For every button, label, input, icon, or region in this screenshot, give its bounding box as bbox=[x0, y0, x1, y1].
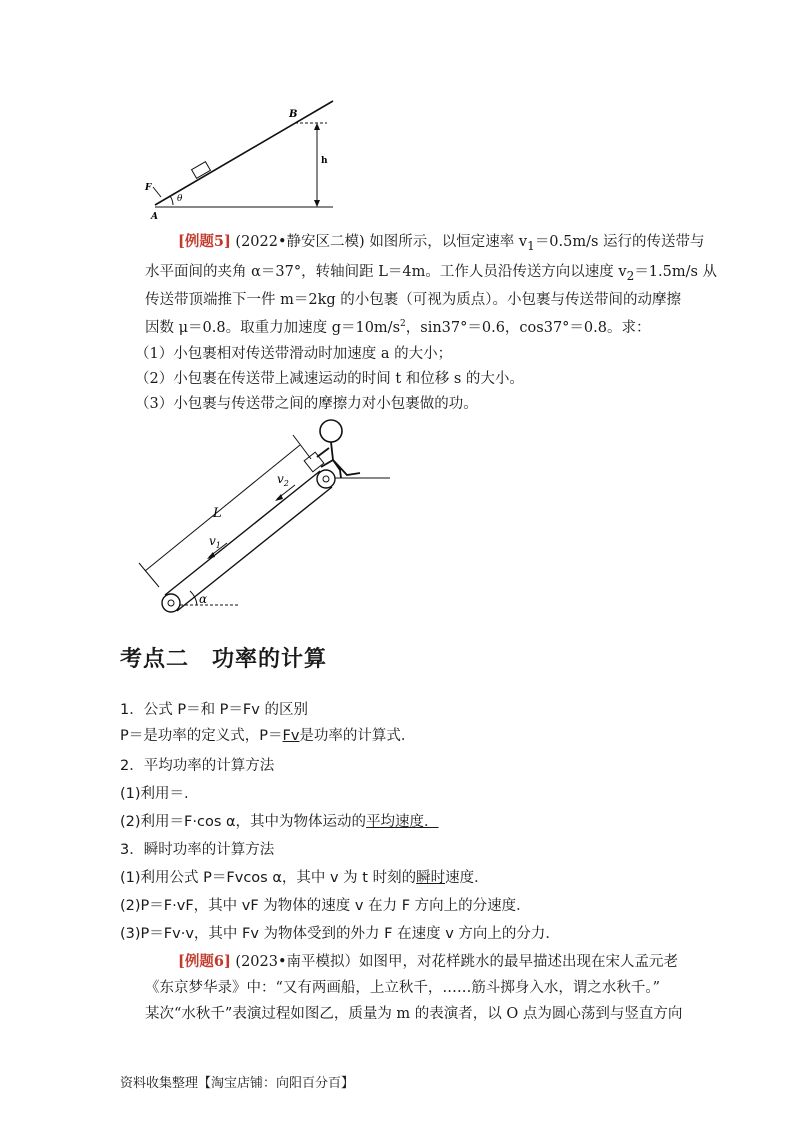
item2-b: (2)利用＝F·cos α，其中为物体运动的平均速度． bbox=[120, 814, 439, 830]
example5-line2: 水平面间的夹角 α＝37°，转轴间距 L＝4m。工作人员沿传送方向以速度 $v_2=1.5m/s$ 从 bbox=[145, 264, 718, 283]
example5-line3: 传送带顶端推下一件 m＝2kg 的小包裹（可视为质点）。小包裹与传送带间的动摩擦 bbox=[145, 292, 682, 308]
block bbox=[192, 162, 211, 179]
label-v1: $v_1$ bbox=[209, 534, 221, 550]
example5-line1: [例题5] (2022•静安区二模) 如图所示，以恒定速率 $v_1=0.5m/s$ 运行的传送带与 bbox=[178, 233, 705, 253]
item3-title: 3．瞬时功率的计算方法 bbox=[120, 842, 275, 858]
roller-bottom-axle bbox=[168, 600, 174, 606]
example5-tag: [例题5] bbox=[178, 233, 231, 250]
figure-conveyor bbox=[135, 415, 395, 620]
item3-b: (2)P＝F·vF，其中 vF 为物体的速度 v 在力 F 方向上的分速度． bbox=[120, 898, 531, 914]
item2-a: (1)利用＝. bbox=[120, 786, 189, 802]
item3-a: (1)利用公式 P＝Fvcos α，其中 v 为 t 时刻的瞬时速度． bbox=[120, 870, 489, 886]
example6-line1: [例题6] (2023•南平模拟）如图甲，对花样跳水的最早描述出现在宋人孟元老 bbox=[178, 953, 679, 970]
height-arrow-head-top bbox=[314, 123, 320, 130]
force-arrow bbox=[153, 187, 161, 197]
example6-line2: 《东京梦华录》中：“又有两画船，上立秋千，……筋斗掷身入水，谓之水秋千。” bbox=[145, 980, 661, 996]
example5-line4: 因数 μ＝0.8。取重力加速度 $g=10m/s^2$，sin37°＝0.6，cos37°＝0.8。求： bbox=[145, 319, 651, 336]
incline-surface bbox=[155, 101, 333, 205]
dim-line-L bbox=[145, 445, 300, 571]
item2-title: 2．平均功率的计算方法 bbox=[120, 758, 275, 774]
label-B: B bbox=[289, 109, 298, 120]
label-A: A bbox=[151, 212, 158, 220]
label-L: L bbox=[213, 506, 222, 521]
roller-top-axle bbox=[323, 476, 329, 482]
label-theta: θ bbox=[177, 194, 183, 204]
example5-q3: （3）小包裹与传送带之间的摩擦力对小包裹做的功。 bbox=[135, 396, 478, 412]
example6-tag: [例题6] bbox=[178, 953, 231, 970]
belt-top bbox=[165, 471, 320, 595]
dim-tick-high bbox=[293, 435, 311, 459]
example5-source: (2022•静安区二模) bbox=[235, 234, 365, 250]
dim-tick-low bbox=[139, 563, 159, 587]
footer: 资料收集整理【淘宝店铺：向阳百分百】 bbox=[120, 1076, 355, 1091]
section-title: 考点二 功率的计算 bbox=[120, 647, 328, 672]
item1-title: 1．公式 P＝和 P＝Fv 的区别 bbox=[120, 702, 308, 718]
example5-q2: （2）小包裹在传送带上减速运动的时间 t 和位移 s 的大小。 bbox=[135, 371, 524, 387]
example5-q1: （1）小包裹相对传送带滑动时加速度 a 的大小； bbox=[135, 346, 453, 362]
example6-line3: 某次“水秋千”表演过程如图乙，质量为 m 的表演者，以 O 点为圆心荡到与竖直方向 bbox=[145, 1006, 683, 1022]
label-h: h bbox=[321, 156, 328, 166]
item3-c: (3)P＝Fv·v，其中 Fv 为物体受到的外力 F 在速度 v 方向上的分力． bbox=[120, 926, 560, 942]
height-arrow-head-bottom bbox=[314, 200, 320, 207]
worker-head bbox=[320, 420, 342, 442]
label-alpha: α bbox=[199, 592, 208, 606]
label-v2: $v_2$ bbox=[277, 472, 289, 488]
item1-text: P＝是功率的定义式，P＝Fv是功率的计算式． bbox=[120, 728, 416, 744]
theta-arc bbox=[170, 196, 173, 205]
figure-incline bbox=[135, 95, 345, 220]
label-F: F bbox=[145, 183, 152, 193]
